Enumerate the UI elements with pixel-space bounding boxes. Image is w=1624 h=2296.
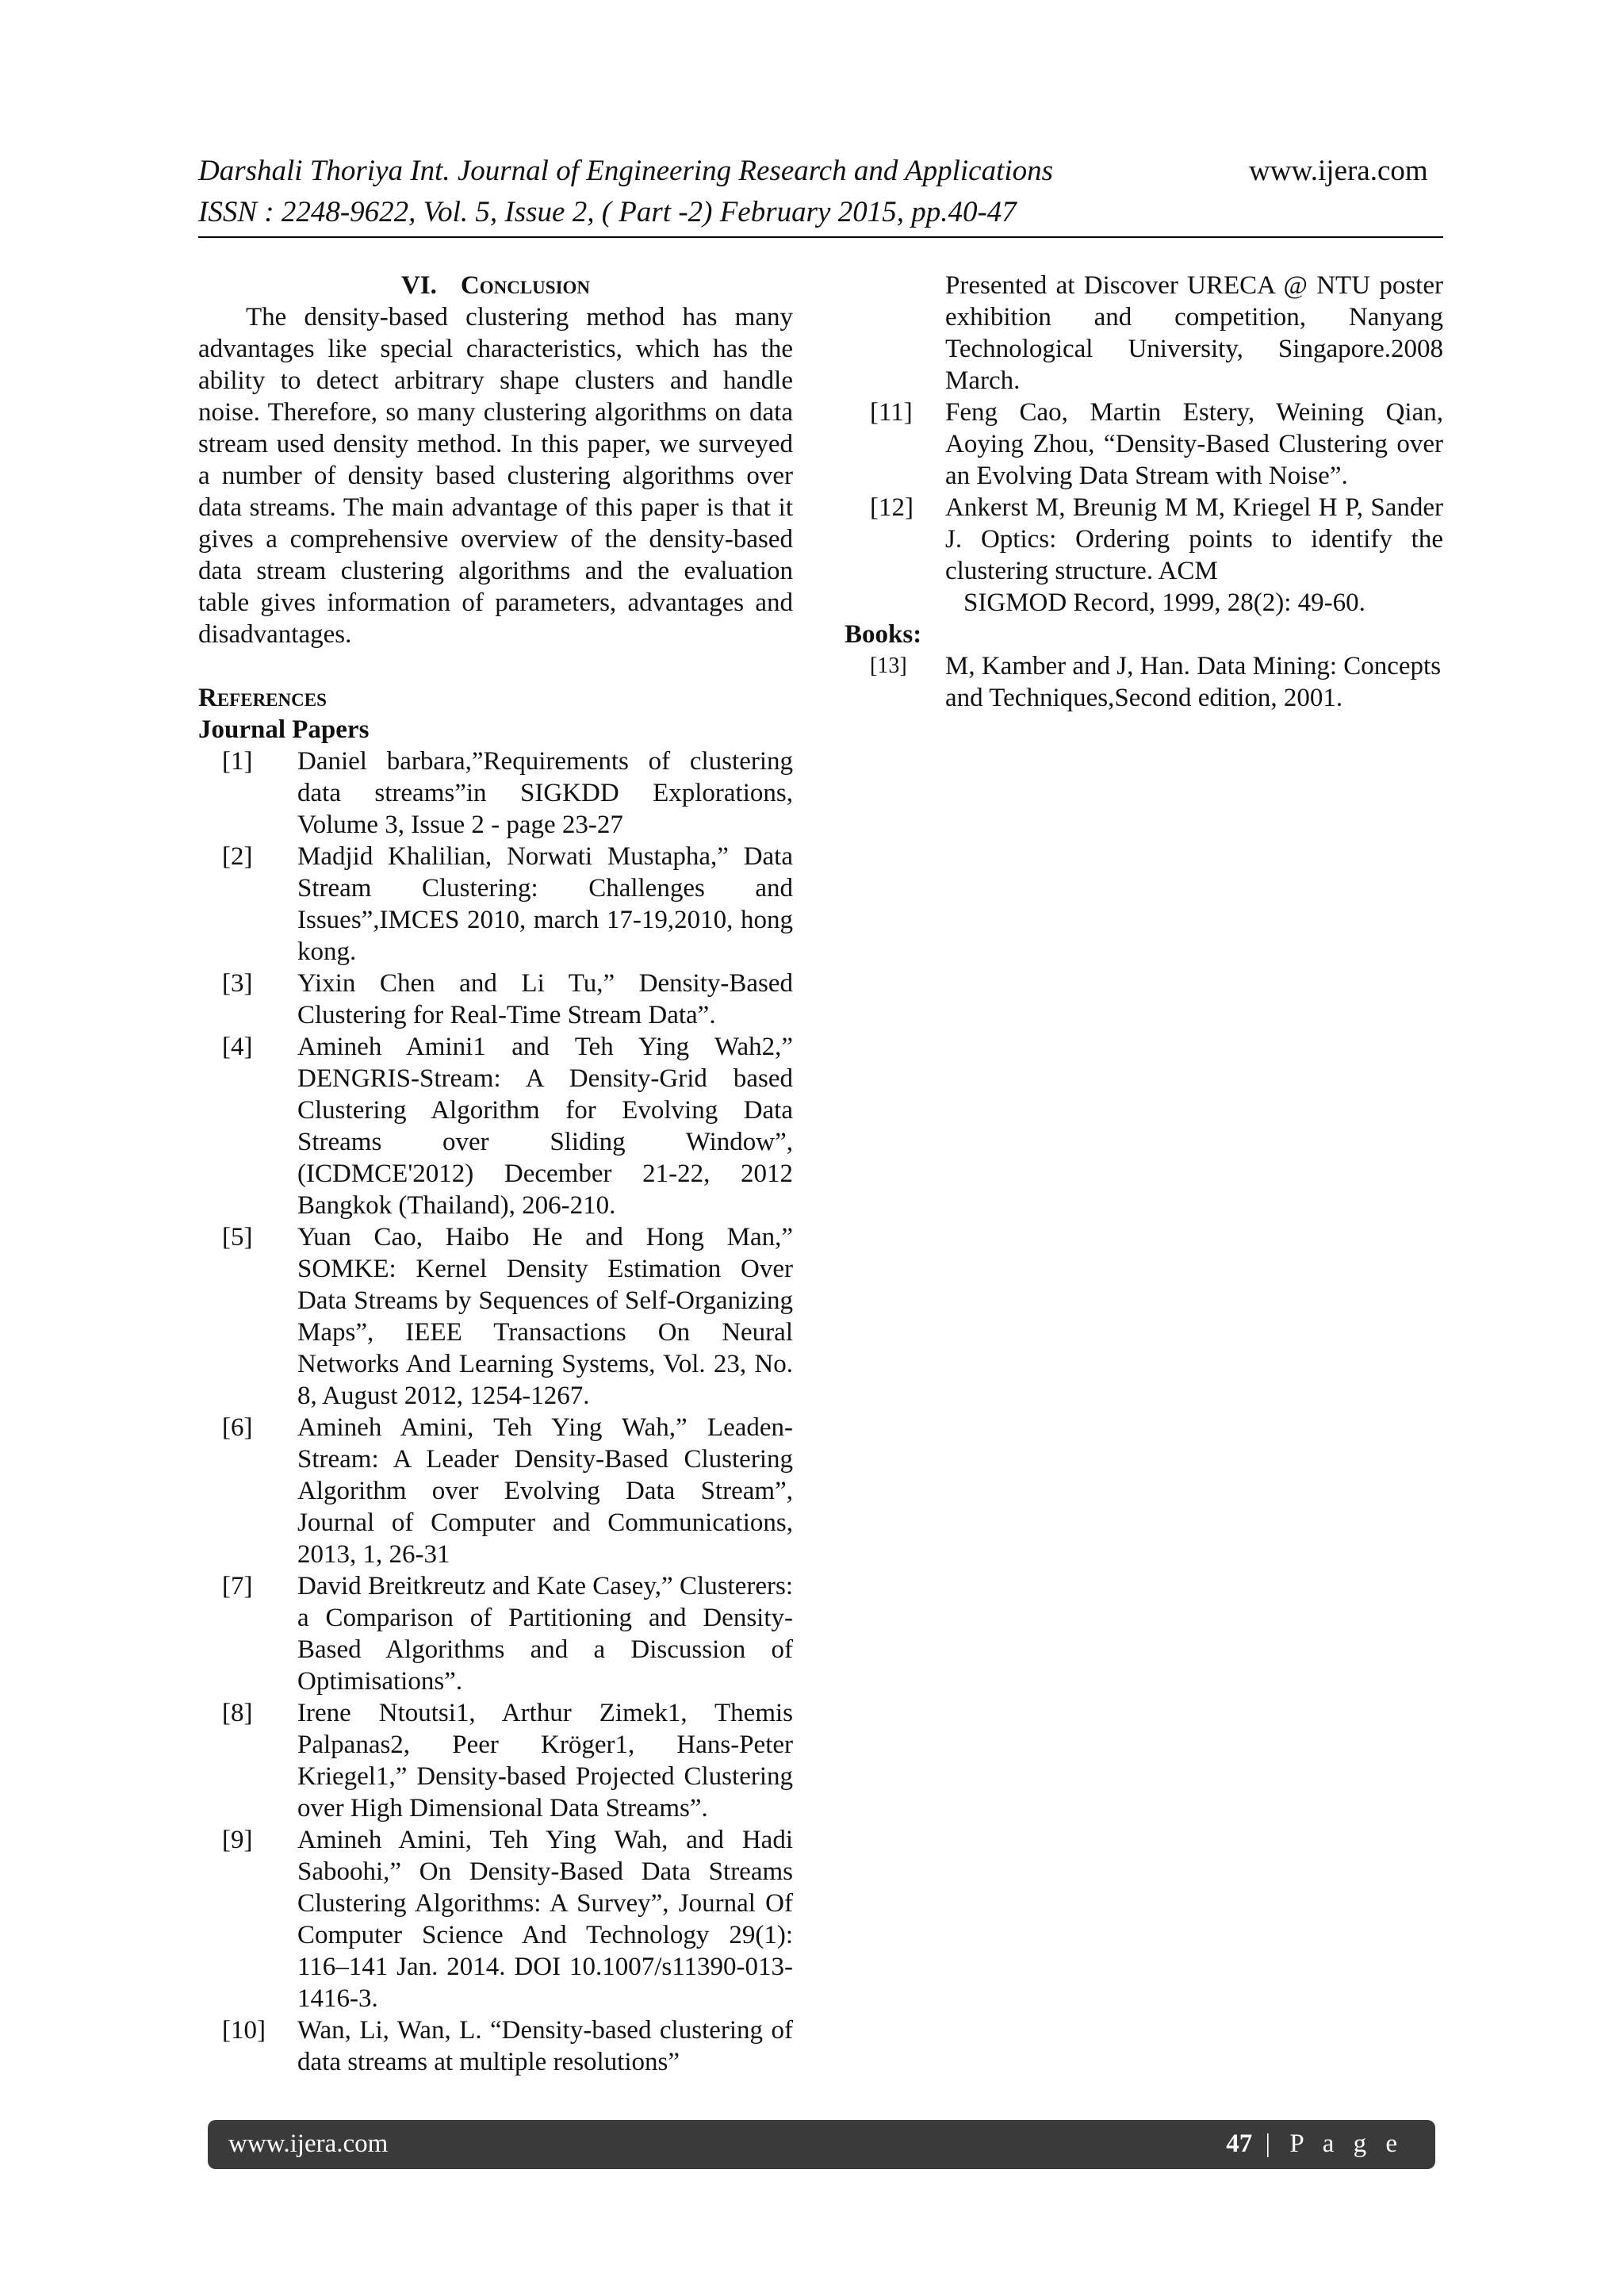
reference-text: Madjid Khalilian, Norwati Mustapha,” Data Stream Clustering: Challenges and Issues”,IMCES 2010, march 17-19,2010, hong kong. bbox=[297, 842, 793, 966]
reference-text: Yuan Cao, Haibo He and Hong Man,” SOMKE: Kernel Density Estimation Over Data Streams by Sequences of Self-Organizing Maps”, IEEE Transactions On Neural Networks And Learning Systems, Vol. 23, No. 8, August 2012, 1254-1267. bbox=[297, 1223, 793, 1410]
footer-url[interactable]: www.ijera.com bbox=[228, 2129, 389, 2158]
reference-item bbox=[198, 1221, 793, 1412]
references-heading: References bbox=[198, 684, 327, 712]
reference-number: [5] bbox=[222, 1223, 253, 1251]
reference-text: Amineh Amini1 and Teh Ying Wah2,” DENGRIS-Stream: A Density-Grid based Clustering Algorithm for Evolving Data Streams over Sliding Window”, (ICDMCE'2012) December 21-22, 2012 Bangkok (Thailand), 206-210. bbox=[297, 1033, 793, 1220]
reference-last-line: SIGMOD Record, 1999, 28(2): 49-60. bbox=[963, 588, 1365, 617]
reference-number: [4] bbox=[222, 1033, 253, 1061]
reference-number: [7] bbox=[222, 1572, 253, 1600]
reference-text: Amineh Amini, Teh Ying Wah,” Leaden-Stream: A Leader Density-Based Clustering Algorithm over Evolving Data Stream”, Journal of Computer and Communications, 2013, 1, 26-31 bbox=[297, 1413, 793, 1569]
page-indicator bbox=[1226, 2128, 1404, 2160]
reference-item bbox=[198, 1824, 793, 2014]
reference-number: [9] bbox=[222, 1826, 253, 1854]
journal-title: Darshali Thoriya Int. Journal of Engineering Research and Applications bbox=[198, 155, 1054, 187]
reference-item bbox=[198, 1697, 793, 1824]
reference-number: [12] bbox=[870, 493, 914, 522]
reference-item bbox=[198, 1570, 793, 1697]
page-label: | P a g e bbox=[1252, 2129, 1404, 2158]
issn-line: ISSN : 2248-9622, Vol. 5, Issue 2, ( Part -2) February 2015, pp.40-47 bbox=[198, 196, 1017, 228]
reference-number: [11] bbox=[870, 398, 913, 427]
reference-number: [6] bbox=[222, 1413, 253, 1442]
reference-text: M, Kamber and J, Han. Data Mining: Concepts and Techniques,Second edition, 2001. bbox=[945, 652, 1442, 712]
reference-text: Feng Cao, Martin Estery, Weining Qian, Aoying Zhou, “Density-Based Clustering over an Evolving Data Stream with Noise”. bbox=[945, 398, 1443, 490]
reference-number: [8] bbox=[222, 1699, 253, 1727]
reference-text: Yixin Chen and Li Tu,” Density-Based Clustering for Real-Time Stream Data”. bbox=[297, 969, 793, 1029]
reference-number: [3] bbox=[222, 969, 253, 998]
reference-item bbox=[845, 492, 1443, 587]
reference-item bbox=[845, 397, 1443, 492]
header-url[interactable]: www.ijera.com bbox=[1249, 155, 1428, 187]
conclusion-paragraph: The density-based clustering method has many advantages like special characteristics, which has the ability to detect arbitrary shape clusters and handle noise. Therefore, so many clustering algorithms on data stream used density method. In this paper, we surveyed a number of density based clustering algorithms over data streams. The main advantage of this paper is that it gives a comprehensive overview of the density-based data stream clustering algorithms and the evaluation table gives information of parameters, advantages and disadvantages. bbox=[198, 303, 793, 649]
reference-text: Ankerst M, Breunig M M, Kriegel H P, Sander J. Optics: Ordering points to identify the clustering structure. ACM bbox=[945, 493, 1443, 585]
reference-text: David Breitkreutz and Kate Casey,” Clusterers: a Comparison of Partitioning and Density-Based Algorithms and a Discussion of Optimisations”. bbox=[297, 1572, 793, 1696]
reference-number: [13] bbox=[870, 654, 907, 678]
reference-text: Amineh Amini, Teh Ying Wah, and Hadi Saboohi,” On Density-Based Data Streams Clustering Algorithms: A Survey”, Journal Of Computer Science And Technology 29(1): 116–141 Jan. 2014. DOI 10.1007/s11390-013-1416-3. bbox=[297, 1826, 793, 2013]
reference-text: Wan, Li, Wan, L. “Density-based clustering of data streams at multiple resolutions” bbox=[297, 2016, 793, 2076]
page-number: 47 bbox=[1226, 2129, 1253, 2158]
reference-item bbox=[198, 968, 793, 1031]
page-footer bbox=[208, 2120, 1435, 2169]
left-column bbox=[198, 270, 793, 2078]
reference-item bbox=[198, 1412, 793, 1570]
reference-number: [2] bbox=[222, 842, 253, 871]
reference-number: [10] bbox=[222, 2016, 266, 2045]
reference-continuation: Presented at Discover URECA @ NTU poster exhibition and competition, Nanyang Technological University, Singapore.2008 March. bbox=[945, 271, 1443, 395]
reference-text: Daniel barbara,”Requirements of clustering data streams”in SIGKDD Explorations, Volume 3, Issue 2 - page 23-27 bbox=[297, 747, 793, 839]
reference-number: [1] bbox=[222, 747, 253, 776]
reference-item bbox=[845, 650, 1443, 714]
right-column bbox=[845, 270, 1443, 714]
header-divider bbox=[198, 236, 1443, 238]
reference-item bbox=[198, 746, 793, 841]
journal-papers-heading: Journal Papers bbox=[198, 715, 370, 744]
section-title: Conclusion bbox=[460, 271, 591, 300]
reference-item bbox=[198, 841, 793, 968]
reference-item bbox=[198, 2014, 793, 2078]
section-number: VI. bbox=[400, 271, 437, 300]
reference-item bbox=[198, 1031, 793, 1221]
reference-text: Irene Ntoutsi1, Arthur Zimek1, Themis Palpanas2, Peer Kröger1, Hans-Peter Kriegel1,” Density-based Projected Clustering over High Dimensional Data Streams”. bbox=[297, 1699, 793, 1823]
books-heading: Books: bbox=[845, 620, 922, 649]
conclusion-heading bbox=[198, 270, 793, 301]
